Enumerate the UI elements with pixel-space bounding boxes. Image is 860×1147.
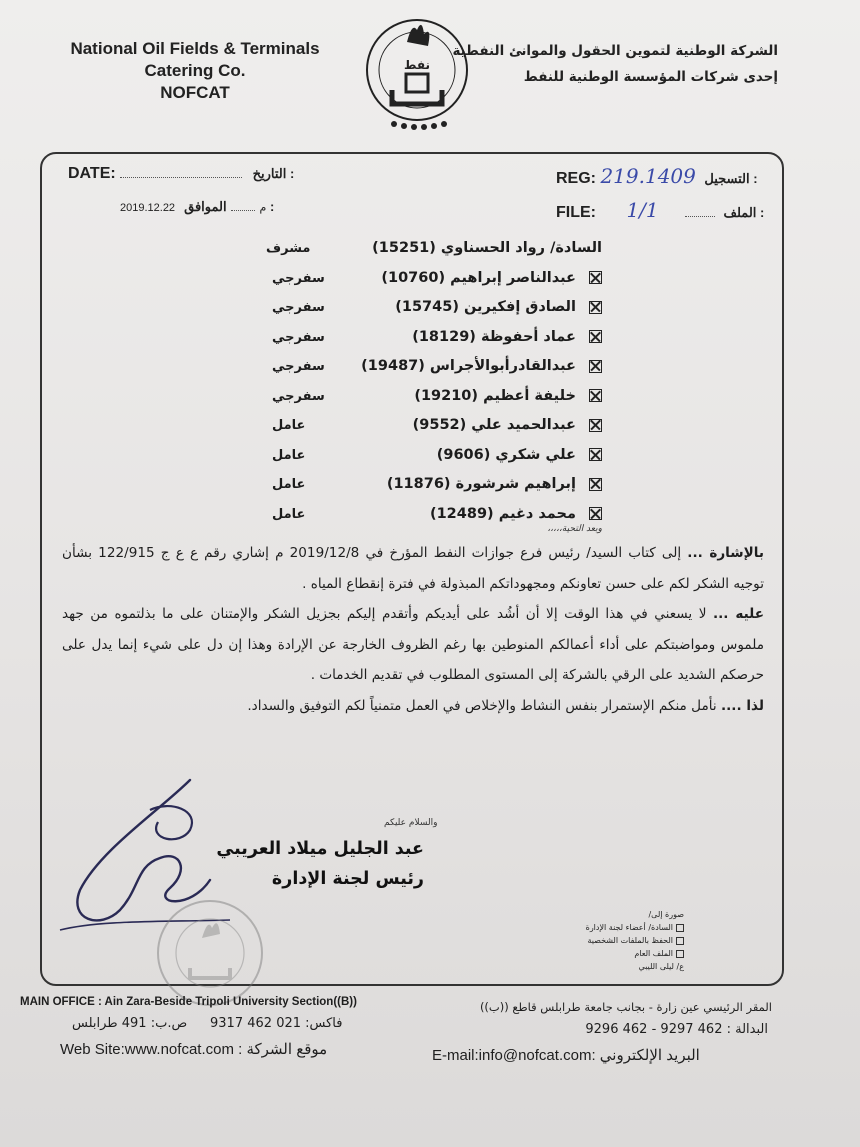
recipient-row (272, 411, 602, 441)
copies-item: الملف العام (634, 949, 673, 958)
logo-text: نفط (404, 58, 430, 72)
footer-office-ar: المقر الرئيسي عين زارة - بجانب جامعة طرابلس قاطع ((ب)) (479, 1000, 772, 1014)
muwafiq-field (120, 198, 274, 216)
reg-label-ar: التسجيل : (704, 171, 758, 186)
body-paragraph (62, 538, 764, 599)
paragraph-text: لا يسعني في هذا الوقت إلا أن أشُد على أيديكم وأتقدم إليكم بجزيل الشكر والإمتنان على ما بذلتموه من جهد ملموس ومواضبتكم على أداء أعمالكم المنوطين بها رغم الظروف الخارجة عن الإرادة وهذا إن دل على شيء إنما يدل على حرصكم الشديد على الرقي بالشركة إلى المستوى المطلوب في تقديم الخدمات . (62, 606, 764, 683)
recipient-role: سفرجي (272, 270, 325, 286)
paragraph-lead: لذا .... (720, 697, 764, 714)
recipient-name: السادة/ رواد الحسناوي (15251) (372, 240, 602, 256)
letter-body (62, 538, 764, 721)
company-name-en-line2: Catering Co. (144, 61, 246, 80)
recipient-name: إبراهيم شرشورة (11876) (386, 476, 576, 492)
paragraph-text: نأمل منكم الإستمرار بنفس النشاط والإخلاص في العمل متمنياً لكم التوفيق والسداد. (247, 697, 721, 714)
reg-field (556, 164, 758, 188)
recipient-name: خليفة أعظيم (19210) (414, 387, 576, 404)
copies-initials: ع/ ليلى الليبي (638, 962, 684, 971)
company-name-en-line1: National Oil Fields & Terminals (70, 39, 320, 58)
paragraph-text: إلى كتاب السيد/ رئيس فرع جوازات النفط المؤرخ في 2019/12/8 م إشاري رقم ع ع ج 122/915 بشأن توجيه الشكر لكم على حسن تعاونكم ومجهوداتكم المبذولة في فترة إنقطاع المياه . (62, 545, 764, 592)
recipient-role: سفرجي (272, 300, 325, 315)
reg-value: 219.1409 (600, 164, 696, 188)
signatory-title: رئيس لجنة الإدارة (271, 869, 424, 889)
reg-label-en: REG: (556, 170, 596, 187)
recipient-role: عامل (272, 506, 306, 522)
recipient-name: محمد دغيم (12489) (429, 505, 576, 522)
company-name-ar (448, 38, 778, 90)
recipient-name: علي شكري (9606) (436, 446, 576, 463)
recipient-name: عبدالحميد علي (9552) (412, 417, 576, 433)
recipient-row (272, 293, 602, 323)
checkbox-checked-icon (589, 389, 602, 402)
checkbox-icon (676, 924, 684, 932)
checkbox-icon (676, 950, 684, 958)
file-value: 1/1 (626, 198, 659, 222)
company-name-en-line3: NOFCAT (160, 83, 230, 102)
recipient-row (266, 234, 602, 264)
recipient-name: عبدالقادرأبوالأجراس (19487) (361, 358, 576, 374)
recipient-row (272, 441, 602, 471)
file-label-ar: الملف : (723, 205, 765, 220)
company-seal-icon (150, 898, 270, 1008)
closing-stamp: والسلام عليكم (384, 818, 438, 828)
recipient-role: عامل (272, 477, 306, 492)
date-value: 2019.12.22 م (120, 202, 267, 214)
recipient-name: عبدالناصر إبراهيم (10760) (381, 269, 576, 286)
body-paragraph (62, 691, 764, 722)
body-paragraph (62, 599, 764, 691)
copies-item: السادة/ أعضاء لجنة الإدارة (585, 923, 673, 932)
file-label-en: FILE: (556, 204, 596, 221)
company-name-ar-line2: إحدى شركات المؤسسة الوطنية للنفط (523, 69, 778, 85)
footer-office-en: MAIN OFFICE : Ain Zara-Beside Tripoli University Section((B)) (20, 996, 357, 1008)
recipient-role: سفرجي (272, 388, 325, 404)
recipient-role: سفرجي (272, 359, 325, 374)
footer-website: Web Site:www.nofcat.com : موقع الشركة (60, 1041, 328, 1058)
footer-fax: فاكس: 021 462 9317 (210, 1016, 343, 1031)
recipient-role: مشرف (266, 241, 311, 256)
copies-item: الحفظ بالملفات الشخصية (587, 936, 673, 945)
greeting: وبعد التحية،،،،، (547, 524, 602, 534)
checkbox-checked-icon (589, 301, 602, 314)
checkbox-checked-icon (589, 507, 602, 520)
checkbox-icon (676, 937, 684, 945)
company-name-ar-line1: الشركة الوطنية لتموين الحقول والموانئ النفطية (452, 43, 778, 59)
copies-block (514, 908, 684, 973)
recipient-role: عامل (272, 418, 306, 433)
copies-heading: صورة إلى/ (648, 910, 684, 919)
recipient-row (272, 323, 602, 353)
company-name-en (40, 38, 350, 104)
recipient-row (272, 382, 602, 412)
signatory (216, 834, 424, 894)
date-label-en: DATE: (68, 165, 116, 182)
recipient-role: عامل (272, 447, 306, 463)
muwafiq-label-ar: الموافق : (184, 199, 275, 214)
date-field (68, 165, 294, 183)
checkbox-checked-icon (589, 448, 602, 461)
checkbox-checked-icon (589, 360, 602, 373)
checkbox-checked-icon (589, 330, 602, 343)
signatory-name: عبد الجليل ميلاد العريبي (216, 839, 424, 859)
checkbox-checked-icon (589, 478, 602, 491)
date-label-ar: التاريخ : (252, 166, 295, 181)
checkbox-checked-icon (589, 419, 602, 432)
recipient-name: الصادق إفكيرين (15745) (395, 299, 576, 315)
recipient-row (272, 352, 602, 382)
paragraph-lead: بالإشارة ... (687, 545, 764, 561)
paragraph-lead: عليه ... (712, 606, 765, 622)
recipient-name: عماد أحفوظة (18129) (412, 328, 576, 345)
recipient-row (272, 470, 602, 500)
file-field (556, 198, 764, 222)
footer-pobox: ص.ب: 491 طرابلس (72, 1016, 188, 1031)
recipient-list (266, 234, 602, 529)
footer-email: E-mail:info@nofcat.com: البريد الإلكتروني (432, 1047, 700, 1064)
footer-exchange: البدالة : 462 9297 - 462 9296 (585, 1022, 768, 1037)
recipient-role: سفرجي (272, 329, 325, 345)
checkbox-checked-icon (589, 271, 602, 284)
recipient-row (272, 264, 602, 294)
